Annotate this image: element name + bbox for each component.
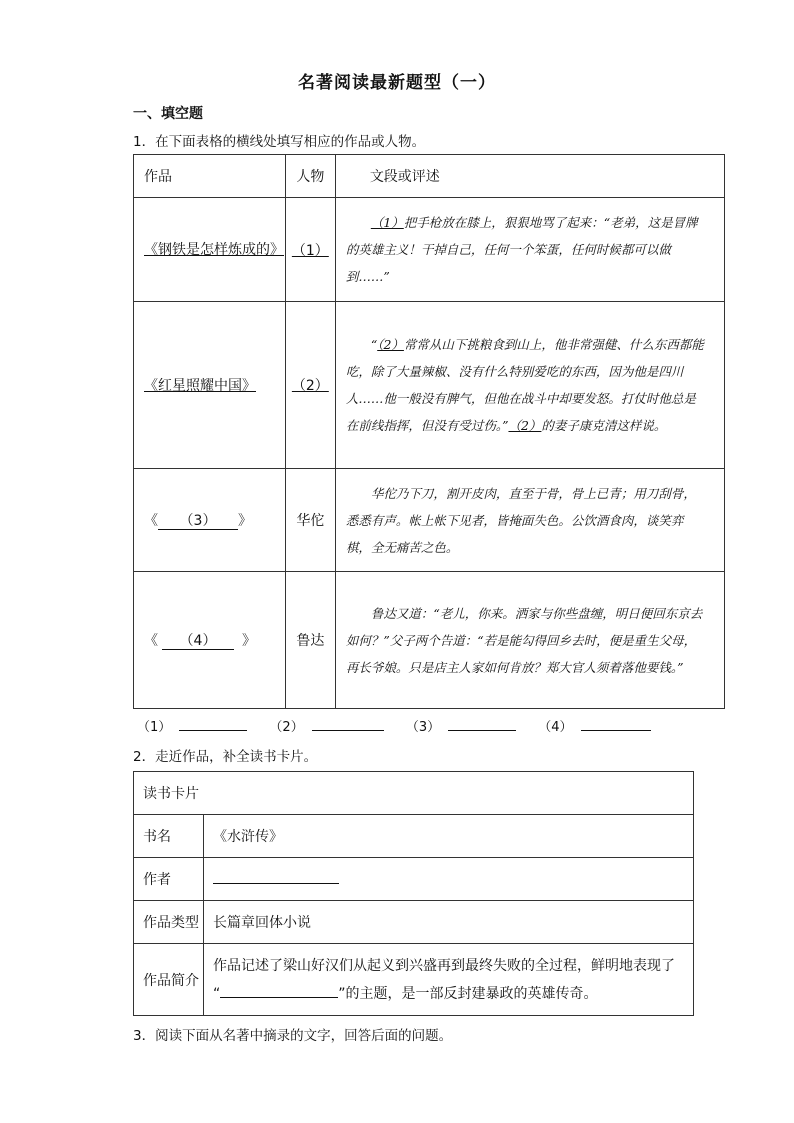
quote-mark: “ — [370, 337, 378, 352]
bracket-open: 《 — [144, 632, 158, 649]
table-row — [134, 198, 725, 302]
answer-label: （3） — [405, 720, 441, 735]
card-row — [134, 901, 694, 944]
author-blank[interactable] — [213, 870, 339, 884]
quote-mark: “ — [213, 985, 221, 1002]
question-3-prompt: 3．阅读下面从名著中摘录的文字，回答后面的问题。 — [133, 1028, 453, 1044]
answer-blank[interactable] — [179, 719, 247, 731]
theme-blank[interactable] — [220, 984, 338, 998]
passage-cell — [335, 198, 724, 302]
passage-body: 常常从山下挑粮食到山上，他非常强健、什么东西都能吃，除了大量辣椒、没有什么特别爱吃的东西，因为他是四川人……他一般没有脾气，但他在战斗中却要发怒。打仗时他总是在前线指挥，但没有受过伤。” — [345, 337, 704, 433]
passage-cell — [335, 572, 724, 709]
passage-cell — [335, 469, 724, 572]
person-cell: 华佗 — [285, 469, 335, 572]
card-title: 读书卡片 — [134, 772, 694, 815]
intro-part-b: ”的主题，是一部反封建暴政的英雄传奇。 — [338, 985, 598, 1002]
table-row — [134, 469, 725, 572]
passage-body-end: 的妻子康克清这样说。 — [541, 418, 667, 433]
card-row — [134, 815, 694, 858]
section-heading: 一、填空题 — [133, 106, 203, 122]
answer-3 — [406, 720, 516, 735]
page-title: 名著阅读最新题型（一） — [298, 73, 496, 93]
work-cell — [134, 469, 286, 572]
work-cell — [134, 302, 286, 469]
table-row — [134, 572, 725, 709]
answer-label: （1） — [137, 720, 172, 735]
answer-blank[interactable] — [312, 719, 384, 731]
person-cell — [285, 198, 335, 302]
inline-blank: （1） — [370, 215, 404, 230]
card-value: 长篇章回体小说 — [204, 901, 694, 944]
answer-lines — [137, 716, 669, 735]
bracket-close: 》 — [242, 632, 256, 649]
question-1-prompt: 1．在下面表格的横线处填写相应的作品或人物。 — [133, 134, 426, 150]
reading-card-table — [133, 771, 694, 1016]
card-key: 作品类型 — [134, 901, 204, 944]
header-passage: 文段或评述 — [335, 155, 724, 198]
bracket-close: 》 — [238, 512, 252, 529]
bracket-open: 《 — [144, 512, 158, 529]
intro-text — [213, 950, 693, 1010]
card-key: 作者 — [134, 858, 204, 901]
work-title: 《钢铁是怎样炼成的》 — [144, 241, 284, 258]
work-cell — [134, 572, 286, 709]
answer-blank[interactable] — [448, 719, 516, 731]
card-key: 书名 — [134, 815, 204, 858]
card-row — [134, 858, 694, 901]
person-cell — [285, 302, 335, 469]
inline-blank: （2） — [377, 337, 404, 352]
answer-1 — [137, 720, 247, 735]
card-row — [134, 944, 694, 1016]
person-cell: 鲁达 — [285, 572, 335, 709]
passage-body: 把手枪放在膝上，狠狠地骂了起来：“老弟，这是冒牌的英雄主义！干掉自己，任何一个笨蛋，任何时候都可以做到……” — [345, 215, 698, 284]
person-blank: （1） — [291, 242, 329, 259]
card-value: 《水浒传》 — [204, 815, 694, 858]
header-work: 作品 — [134, 155, 286, 198]
works-table — [133, 154, 725, 709]
answer-label: （2） — [269, 720, 304, 735]
passage-cell — [335, 302, 724, 469]
card-value — [204, 858, 694, 901]
passage-text: 华佗乃下刀，割开皮肉，直至于骨，骨上已青；用刀刮骨，悉悉有声。帐上帐下见者，皆掩面失色。公饮酒食肉，谈笑弈棋，全无痛苦之色。 — [345, 485, 696, 555]
person-blank: （2） — [291, 378, 329, 394]
passage-text: 鲁达又道：“老儿，你来。洒家与你些盘缠，明日便回东京去如何？”父子两个告道：“若是能勾得回乡去时，便是重生父母，再长爷娘。只是店主人家如何肯放？郑大官人须着落他要钱。” — [345, 605, 703, 675]
passage-text — [346, 331, 704, 439]
work-blank: （4） — [162, 633, 234, 651]
work-title: 《红星照耀中国》 — [144, 378, 256, 394]
card-value — [204, 944, 694, 1016]
work-blank: （3） — [158, 513, 238, 531]
answer-2 — [269, 720, 383, 735]
passage-text — [346, 209, 704, 290]
header-person: 人物 — [285, 155, 335, 198]
work-cell — [134, 198, 286, 302]
answer-blank[interactable] — [581, 719, 651, 731]
card-key: 作品简介 — [134, 944, 204, 1016]
answer-label: （4） — [538, 720, 573, 735]
answer-4 — [538, 720, 650, 735]
card-title-row — [134, 772, 694, 815]
table-header-row — [134, 155, 725, 198]
question-2-prompt: 2．走近作品，补全读书卡片。 — [133, 749, 318, 765]
inline-blank: （2） — [508, 418, 542, 433]
intro-part-a: 作品记述了梁山好汉们从起义到兴盛再到最终失败的全过程，鲜明地表现了 — [213, 957, 675, 974]
table-row — [134, 302, 725, 469]
